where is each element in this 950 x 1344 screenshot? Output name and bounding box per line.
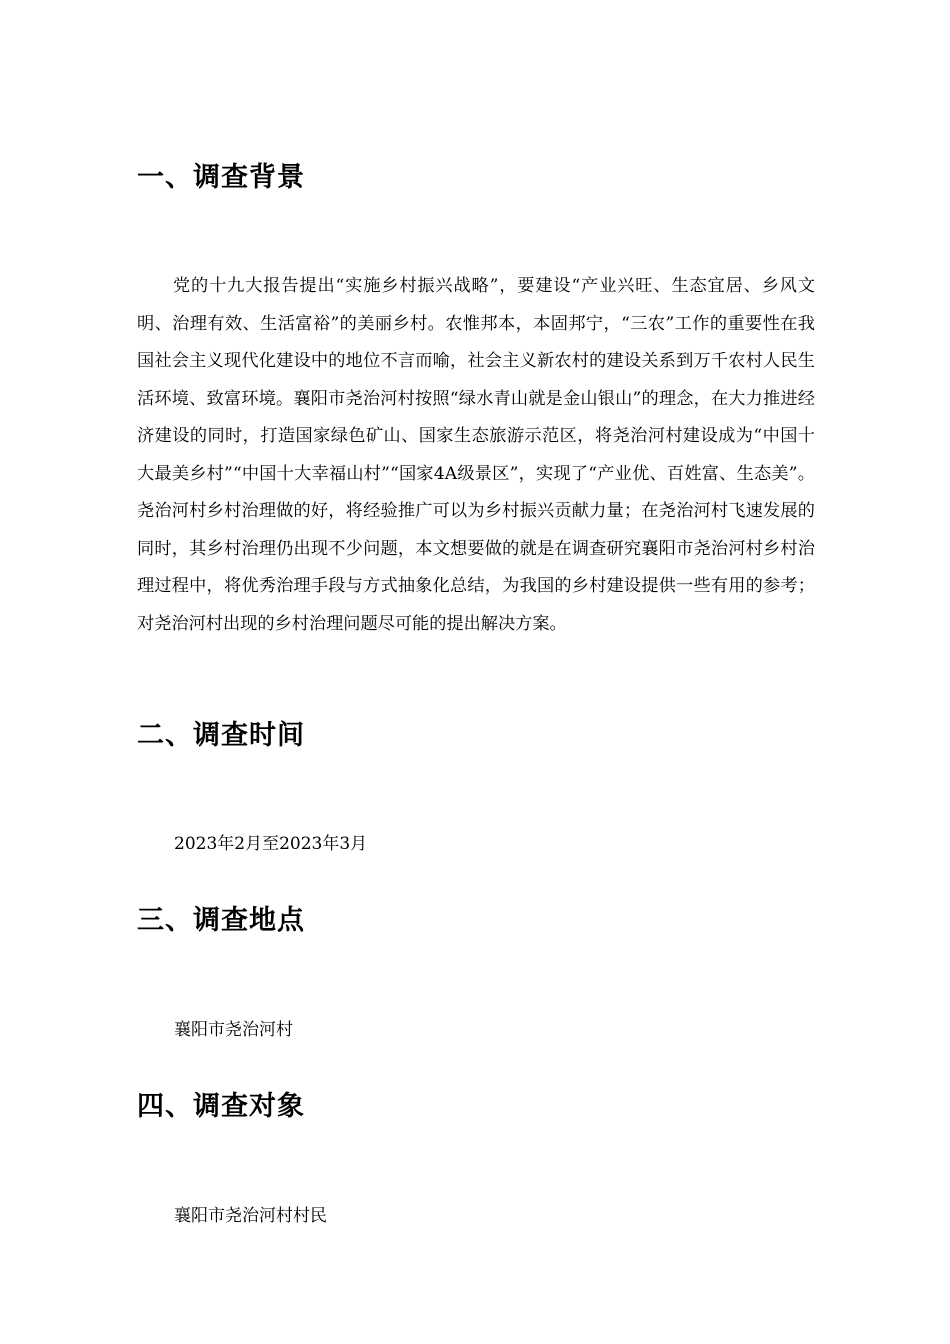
section-body-background: 党的十九大报告提出“实施乡村振兴战略”，要建设“产业兴旺、生态宜居、乡风文明、治理有效、生活富裕”的美丽乡村。农惟邦本，本固邦宁，“三农”工作的重要性在我国社会主义现代化建设中的地位不言而喻，社会主义新农村的建设关系到万千农村人民生活环境、致富环境。襄阳市尧治河村按照“绿水青山就是金山银山”的理念，在大力推进经济建设的同时，打造国家绿色矿山、国家生态旅游示范区，将尧治河村建设成为“中国十大最美乡村”“中国十大幸福山村”“国家4A级景区”，实现了“产业优、百姓富、生态美”。尧治河村乡村治理做的好，将经验推广可以为乡村振兴贡献力量；在尧治河村飞速发展的同时，其乡村治理仍出现不少问题，本文想要做的就是在调查研究襄阳市尧治河村乡村治理过程中，将优秀治理手段与方式抽象化总结，为我国的乡村建设提供一些有用的参考；对尧治河村出现的乡村治理问题尽可能的提出解决方案。 (137, 276, 815, 634)
section-heading-background: 一、调查背景 (137, 162, 305, 193)
section-heading-subjects: 四、调查对象 (137, 1091, 305, 1122)
section-heading-location: 三、调查地点 (137, 905, 305, 936)
section-heading-time: 二、调查时间 (137, 720, 305, 751)
section-body-subjects: 襄阳市尧治河村村民 (174, 1206, 327, 1226)
section-body-location: 襄阳市尧治河村 (174, 1020, 293, 1040)
section-body-time: 2023年2月至2023年3月 (174, 834, 368, 854)
